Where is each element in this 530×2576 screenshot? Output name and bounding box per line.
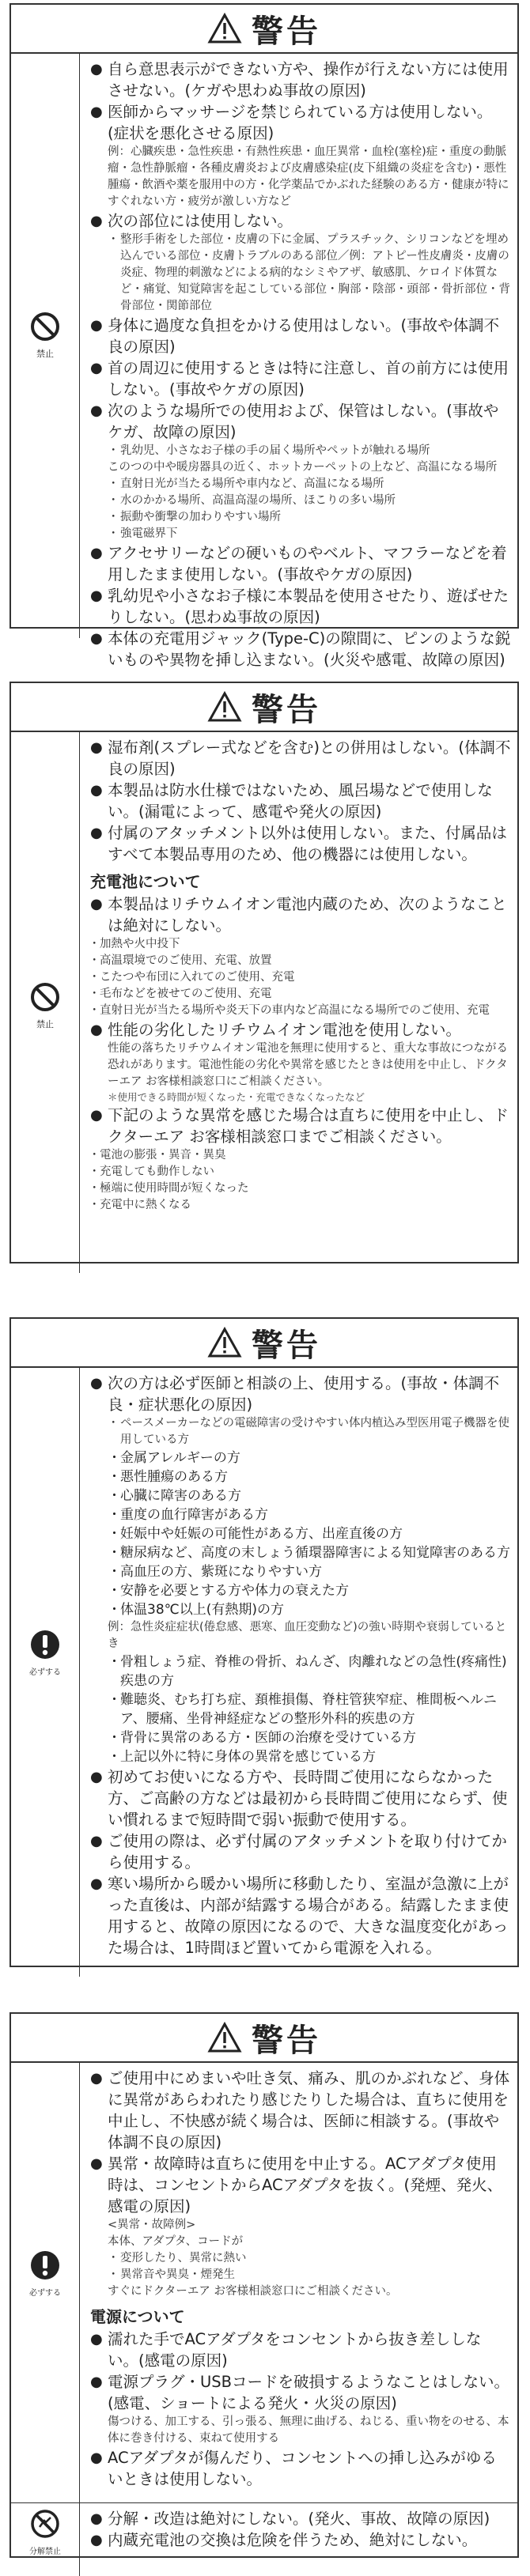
prohibited-symbol	[11, 981, 79, 1030]
item-sub-bullet: ・ 直射日光が当たる場所や炎天下の車内など高温になる場所でのご使用、充電	[90, 1003, 511, 1019]
no-disassembly-label: 分解禁止	[29, 2548, 61, 2556]
warning-item: ● 本体の充電用ジャック(Type-C)の隙間に、ピンのような鋭いものや異物を挿し込まない。(火災や感電、故障の原因)	[90, 628, 511, 670]
prohibited-symbol	[11, 311, 79, 360]
mandatory-icon	[29, 2249, 61, 2281]
warning-item: ● 電源プラグ・USBコードを破損するようなことはしない。(感電、ショートによる発火・火災の原因)	[90, 2371, 511, 2414]
prohibited-label: 禁止	[36, 349, 54, 359]
prohibited-label: 禁止	[36, 1019, 54, 1029]
item-sub-bullet: ・ 整形手術をした部位・皮膚の下に金属、プラスチック、シリコンなどを埋め込んでいる部位・皮膚トラブルのある部位／例：アトピー性皮膚炎・皮膚の炎症、物理的刺激などによる病的なシミやアザ、敏感肌、ケロイド体質など・痛覚、知覚障害を起こしている部位・胸部・陰部・頭部・骨折部位・背骨部位・関節部位	[90, 232, 511, 315]
warning-triangle-icon	[207, 2022, 242, 2053]
panel-title: 警告	[252, 691, 321, 728]
panel-body	[11, 732, 517, 1273]
condition-item: ・ 重度の血行障害がある方	[90, 1505, 511, 1524]
warning-item: ● ACアダプタが傷んだり、コンセントへの挿し込みがゆるいときは使用しない。	[90, 2447, 511, 2490]
condition-item: ・ 心臓に障害のある方	[90, 1486, 511, 1505]
condition-item: ・ 妊娠中や妊娠の可能性がある方、出産直後の方	[90, 1524, 511, 1543]
no-disassembly-symbol	[11, 2508, 79, 2556]
warning-item: ● 身体に過度な負担をかける使用はしない。(事故や体調不良の原因)	[90, 315, 511, 357]
warning-triangle-icon	[207, 691, 242, 723]
side-column	[11, 54, 80, 638]
warning-item: ● 性能の劣化したリチウムイオン電池を使用しない。	[90, 1019, 511, 1041]
warning-list-4b	[90, 2508, 511, 2551]
panel-header	[11, 683, 517, 732]
mandatory-label: 必ずする	[29, 2289, 61, 2298]
condition-item: ・ 高血圧の方、紫斑になりやすい方	[90, 1562, 511, 1581]
warning-panel-1	[9, 3, 519, 669]
prohibited-icon	[29, 311, 61, 342]
warning-item: ● アクセサリーなどの硬いものやベルト、マフラーなどを着用したまま使用しない。(事故やケガの原因)	[90, 542, 511, 585]
panel-title: 警告	[252, 13, 321, 50]
item-sub-bullet: ・ 異常音や異臭・煙発生	[90, 2267, 511, 2283]
warning-triangle-icon	[207, 1327, 242, 1358]
panel-header	[11, 2014, 517, 2063]
item-sub-bullet: ・ 高温環境でのご使用、充電、放置	[90, 953, 511, 969]
mandatory-symbol	[11, 2249, 79, 2298]
condition-item: ・ 悪性腫瘍のある方	[90, 1467, 511, 1486]
condition-item: ・ 骨粗しょう症、脊椎の骨折、ねんざ、肉離れなどの急性(疼痛性)疾患の方	[90, 1652, 511, 1690]
item-sub-bullet: ・ 充電しても動作しない	[90, 1164, 511, 1180]
panel-body-disassembly	[11, 2503, 517, 2576]
panel-body	[11, 54, 517, 669]
side-column	[11, 2503, 80, 2576]
item-detail: 本体、アダプタ、コードが	[108, 2235, 244, 2248]
panel-header	[11, 1319, 517, 1368]
mandatory-symbol	[11, 1629, 79, 1677]
item-sub-bullet: ・ 水のかかる場所、高温高湿の場所、ほこりの多い場所	[90, 493, 511, 509]
side-column	[11, 1368, 80, 1977]
warning-list-4a	[90, 2068, 511, 2490]
side-column	[11, 732, 80, 1273]
section-heading: 電源について	[90, 2307, 185, 2326]
item-sub-bullet: ・ 乳幼児、小さなお子様の手の届く場所やペットが触れる場所	[90, 443, 511, 459]
item-sub-bullet: ・ 充電中に熱くなる	[90, 1197, 511, 1214]
side-column	[11, 2063, 80, 2502]
warning-item: ● 寒い場所から暖かい場所に移動したり、室温が急激に上がった直後は、内部が結露する場合がある。結露したまま使用すると、故障の原因になるので、大きな温度変化があった場合は、1時間ほど置いてから電源を入れる。	[90, 1873, 511, 1958]
item-sub-bullet: ・ 電池の膨張・異音・異臭	[90, 1147, 511, 1164]
warning-item: ● 濡れた手でACアダプタをコンセントから抜き差ししない。(感電の原因)	[90, 2329, 511, 2371]
no-disassembly-icon	[29, 2508, 61, 2540]
warning-item: ● 内蔵充電池の交換は危険を伴うため、絶対にしない。	[90, 2529, 511, 2551]
item-sub-bullet: ・ 強電磁界下	[90, 526, 511, 542]
warning-item: ● 付属のアタッチメント以外は使用しない。また、付属品はすべて本製品専用のため、他の機器には使用しない。	[90, 822, 511, 865]
panel-title: 警告	[252, 2022, 321, 2059]
condition-item: ・ 金属アレルギーの方	[90, 1449, 511, 1467]
panel-body	[11, 2063, 517, 2502]
item-sub-bullet: ・ 直射日光が当たる場所や車内など、高温になる場所	[90, 476, 511, 493]
warning-list-3	[90, 1373, 511, 1958]
condition-item: ・ 上記以外に特に身体の異常を感じている方	[90, 1747, 511, 1766]
warning-panel-2	[9, 682, 519, 1263]
condition-item: ・ 糖尿病など、高度の末しょう循環器障害による知覚障害のある方	[90, 1543, 511, 1562]
warning-item: ● ご使用中にめまいや吐き気、痛み、肌のかぶれなど、身体に異常があらわれたり感じたりした場合は、直ちに使用を中止し、不快感が続く場合は、医師に相談する。(事故や体調不良の原因)	[90, 2068, 511, 2153]
warning-item: ● ご使用の際は、必ず付属のアタッチメントを取り付けてから使用する。	[90, 1830, 511, 1873]
condition-item: ・ 難聴炎、むち打ち症、頚椎損傷、脊柱管狭窄症、椎間板ヘルニア、腰痛、坐骨神経症などの整形外科的疾患の方	[90, 1690, 511, 1728]
item-detail: すぐにドクターエア お客様相談窓口にご相談ください。	[108, 2285, 398, 2298]
item-detail: 例：心臓疾患・急性疾患・有熱性疾患・血圧異常・血栓(塞栓)症・重度の動脈瘤・急性静脈瘤・各種皮膚炎および皮膚感染症(皮下組織の炎症を含む)・悪性腫瘍・飲酒や薬を服用中の方・化学薬品でかぶれた経験のある方・健康が特にすぐれない方・疲労が激しい方など	[108, 145, 509, 208]
panel-body	[11, 1368, 517, 1977]
warning-list-2	[90, 737, 511, 1214]
panel-header	[11, 5, 517, 54]
item-detail: <異常・故障例>	[108, 2219, 196, 2231]
warning-panel-4	[9, 2012, 519, 2558]
warning-panel-3	[9, 1317, 519, 1967]
item-detail: 傷つける、加工する、引っ張る、無理に曲げる、ねじる、重い物をのせる、本体に巻き付ける、束ねて使用する	[108, 2415, 509, 2445]
item-note: ＊使用できる時間が短くなった・充電できなくなったなど	[108, 1091, 365, 1103]
item-detail: このつの中や暖房器具の近く、ホットカーペットの上など、高温になる場所	[108, 461, 498, 474]
warning-item: ● 下記のような異常を感じた場合は直ちに使用を中止し、ドクターエア お客様相談窓口までご相談ください。	[90, 1105, 511, 1147]
warning-list-1	[90, 59, 511, 670]
item-sub-bullet: ・ 加熱や火中投下	[90, 936, 511, 953]
warning-item: ● 湿布剤(スプレー式などを含む)との併用はしない。(体調不良の原因)	[90, 737, 511, 780]
warning-item: ● 医師からマッサージを禁じられている方は使用しない。(症状を悪化させる原因)	[90, 101, 511, 144]
warning-item: ● 首の周辺に使用するときは特に注意し、首の前方には使用しない。(事故やケガの原因)	[90, 357, 511, 400]
warning-item: ● 乳幼児や小さなお子様に本製品を使用させたり、遊ばせたりしない。(思わぬ事故の原因)	[90, 585, 511, 628]
panel-title: 警告	[252, 1327, 321, 1364]
item-sub-bullet: ・ 振動や衝撃の加わりやすい場所	[90, 509, 511, 526]
condition-item: ・ 安静を必要とする方や体力の衰えた方	[90, 1581, 511, 1600]
warning-item: ● 次の方は必ず医師と相談の上、使用する。(事故・体調不良・症状悪化の原因)	[90, 1373, 511, 1415]
warning-item: ● 異常・故障時は直ちに使用を中止する。ACアダプタ使用時は、コンセントからACアダプタを抜く。(発煙、発火、感電の原因)	[90, 2153, 511, 2217]
warning-item: ● 本製品はリチウムイオン電池内蔵のため、次のようなことは絶対にしない。	[90, 893, 511, 936]
warning-item: ● 自ら意思表示ができない方や、操作が行えない方には使用させない。(ケガや思わぬ事故の原因)	[90, 59, 511, 101]
warning-triangle-icon	[207, 13, 242, 44]
warning-item: ● 初めてお使いになる方や、長時間ご使用にならなかった方、ご高齢の方などは最初から長時間ご使用にならず、使い慣れるまで短時間で弱い振動で使用する。	[90, 1766, 511, 1830]
mandatory-icon	[29, 1629, 61, 1660]
item-sub-bullet: ・ 毛布などを被せてのご使用、充電	[90, 986, 511, 1003]
item-sub-bullet: ・ 変形したり、異常に熱い	[90, 2250, 511, 2267]
warning-item: ● 次の部位には使用しない。	[90, 210, 511, 232]
item-detail: 例：急性炎症症状(倦怠感、悪寒、血圧変動など)の強い時期や衰弱しているとき	[108, 1621, 507, 1650]
item-sub-bullet: ・ こたつや布団に入れてのご使用、充電	[90, 969, 511, 986]
section-heading: 充電池について	[90, 872, 201, 891]
item-detail: 性能の落ちたリチウムイオン電池を無理に使用すると、重大な事故につながる恐れがあります。電池性能の劣化や異常を感じたときは使用を中止し、ドクターエア お客様相談窓口にご相談ください。	[108, 1042, 509, 1088]
warning-item: ● 次のような場所での使用および、保管はしない。(事故やケガ、故障の原因)	[90, 400, 511, 443]
mandatory-label: 必ずする	[29, 1668, 61, 1677]
condition-item: ・ 体温38℃以上(有熱期)の方	[90, 1600, 511, 1619]
item-sub-bullet: ・ ペースメーカーなどの電磁障害の受けやすい体内植込み型医用電子機器を使用している方	[90, 1415, 511, 1449]
condition-item: ・ 背骨に異常のある方・医師の治療を受けている方	[90, 1728, 511, 1747]
prohibited-icon	[29, 981, 61, 1013]
item-sub-bullet: ・ 極端に使用時間が短くなった	[90, 1180, 511, 1197]
warning-item: ● 分解・改造は絶対にしない。(発火、事故、故障の原因)	[90, 2508, 511, 2529]
warning-item: ● 本製品は防水仕様ではないため、風呂場などで使用しない。(漏電によって、感電や発火の原因)	[90, 780, 511, 822]
